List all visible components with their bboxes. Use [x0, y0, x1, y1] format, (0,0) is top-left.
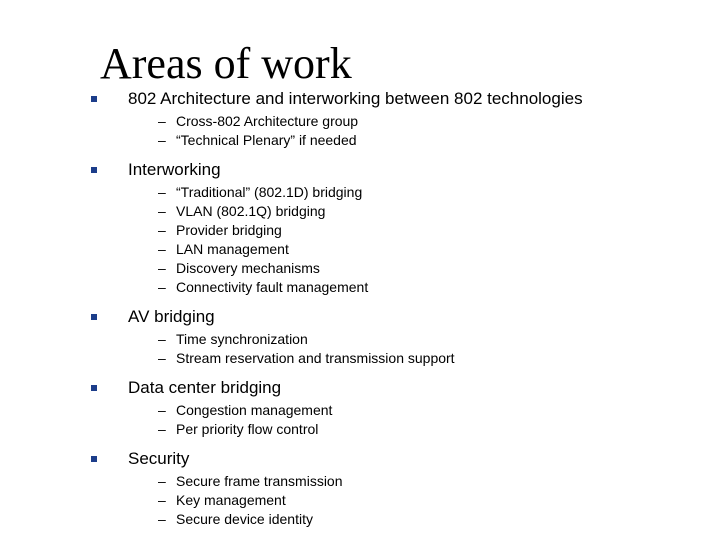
sub-bullet-item [158, 278, 710, 297]
sub-bullet-item [158, 349, 710, 368]
sub-bullet-text: Secure device identity [176, 511, 313, 527]
sub-bullet-text: VLAN (802.1Q) bridging [176, 203, 326, 219]
sub-bullet-item [158, 183, 710, 202]
bullet-item [90, 306, 710, 368]
sub-bullet-item [158, 420, 710, 439]
dash-bullet-icon: – [158, 331, 166, 347]
sub-bullet-text: “Traditional” (802.1D) bridging [176, 184, 363, 200]
sub-bullet-item [158, 510, 710, 529]
sub-bullet-list [128, 330, 710, 368]
dash-bullet-icon: – [158, 473, 166, 489]
sub-bullet-list [128, 472, 710, 529]
dash-bullet-icon: – [158, 241, 166, 257]
sub-bullet-item [158, 259, 710, 278]
square-bullet-icon [91, 314, 97, 320]
sub-bullet-text: “Technical Plenary” if needed [176, 132, 357, 148]
sub-bullet-text: Time synchronization [176, 331, 308, 347]
sub-bullet-item [158, 112, 710, 131]
sub-bullet-item [158, 131, 710, 150]
dash-bullet-icon: – [158, 421, 166, 437]
bullet-item [90, 159, 710, 297]
dash-bullet-icon: – [158, 350, 166, 366]
sub-bullet-text: Congestion management [176, 402, 333, 418]
sub-bullet-list [128, 112, 710, 150]
dash-bullet-icon: – [158, 203, 166, 219]
sub-bullet-item [158, 491, 710, 510]
bullet-text: 802 Architecture and interworking between 802 technologies [128, 89, 583, 108]
bullet-list [90, 88, 710, 538]
dash-bullet-icon: – [158, 222, 166, 238]
sub-bullet-item [158, 472, 710, 491]
square-bullet-icon [91, 167, 97, 173]
bullet-item [90, 377, 710, 439]
square-bullet-icon [91, 385, 97, 391]
sub-bullet-list [128, 401, 710, 439]
sub-bullet-list [128, 183, 710, 297]
sub-bullet-text: Per priority flow control [176, 421, 319, 437]
sub-bullet-text: Stream reservation and transmission support [176, 350, 455, 366]
sub-bullet-text: Key management [176, 492, 286, 508]
sub-bullet-item [158, 202, 710, 221]
dash-bullet-icon: – [158, 184, 166, 200]
square-bullet-icon [91, 96, 97, 102]
dash-bullet-icon: – [158, 279, 166, 295]
sub-bullet-text: Discovery mechanisms [176, 260, 320, 276]
dash-bullet-icon: – [158, 511, 166, 527]
sub-bullet-text: Connectivity fault management [176, 279, 369, 295]
square-bullet-icon [91, 456, 97, 462]
bullet-text: AV bridging [128, 307, 215, 326]
bullet-text: Data center bridging [128, 378, 282, 397]
sub-bullet-item [158, 221, 710, 240]
sub-bullet-text: Cross-802 Architecture group [176, 113, 359, 129]
dash-bullet-icon: – [158, 260, 166, 276]
dash-bullet-icon: – [158, 132, 166, 148]
sub-bullet-text: LAN management [176, 241, 289, 257]
dash-bullet-icon: – [158, 113, 166, 129]
bullet-item [90, 88, 710, 150]
sub-bullet-item [158, 330, 710, 349]
dash-bullet-icon: – [158, 402, 166, 418]
bullet-text: Interworking [128, 160, 221, 179]
sub-bullet-text: Provider bridging [176, 222, 282, 238]
sub-bullet-text: Secure frame transmission [176, 473, 343, 489]
slide-title: Areas of work [100, 39, 352, 88]
sub-bullet-item [158, 401, 710, 420]
bullet-item [90, 448, 710, 529]
bullet-text: Security [128, 449, 190, 468]
sub-bullet-item [158, 240, 710, 259]
dash-bullet-icon: – [158, 492, 166, 508]
